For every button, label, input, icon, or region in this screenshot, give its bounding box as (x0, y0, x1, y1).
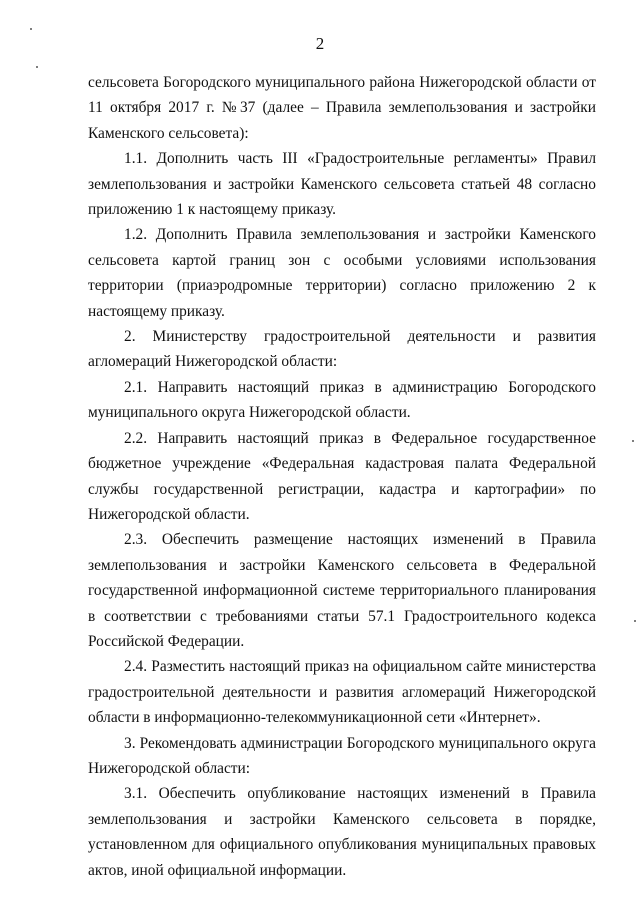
paragraph-2-3: 2.3. Обеспечить размещение настоящих изменений в Правила землепользования и застройки Каменского сельсовета в Федеральной государственной информационной системе территориального планирования в соответствии с требованиями статьи 57.1 Градостроительного кодекса Российской Федерации. (88, 531, 596, 650)
paragraph-3: 3. Рекомендовать администрации Богородского муниципального округа Нижегородской области: (88, 734, 596, 777)
paragraph-2: 2. Министерству градостроительной деятельности и развития агломераций Нижегородской области: (88, 328, 596, 371)
paragraph-2-2: 2.2. Направить настоящий приказ в Федеральное государственное бюджетное учреждение «Федеральная кадастровая палата Федеральной службы государственной регистрации, кадастра и картографии» по Нижегородской области. (88, 429, 596, 523)
paragraph-2-4: 2.4. Разместить настоящий приказ на официальном сайте министерства градостроительной деятельности и развития агломераций Нижегородской области в информационно-телекоммуникационной сети «Интернет». (88, 658, 596, 727)
scan-speck (634, 620, 636, 622)
paragraph-1-2: 1.2. Дополнить Правила землепользования и застройки Каменского сельсовета картой границ зон с особыми условиями использования территории (приаэродромные территории) согласно приложению 2 к настоящему приказу. (88, 226, 596, 320)
page-number: 2 (315, 34, 325, 53)
paragraph-continuation: сельсовета Богородского муниципального района Нижегородской области от 11 октября 2017 г. №37 (далее – Правила землепользования и застройки Каменского сельсовета): (88, 74, 596, 142)
scan-speck (36, 66, 38, 68)
paragraph-2-1: 2.1. Направить настоящий приказ в администрацию Богородского муниципального округа Нижегородской области. (88, 378, 596, 422)
document-body (88, 70, 596, 883)
scan-speck (30, 28, 32, 30)
paragraph-3-1: 3.1. Обеспечить опубликование настоящих изменений в Правила землепользования и застройки Каменского сельсовета в порядке, установленном для официального опубликования муниципальных правовых актов, иной официальной информации. (88, 785, 596, 879)
paragraph-1-1: 1.1. Дополнить часть III «Градостроительные регламенты» Правил землепользования и застройки Каменского сельсовета статьей 48 согласно приложению 1 к настоящему приказу. (88, 150, 596, 219)
scan-speck (632, 440, 634, 442)
